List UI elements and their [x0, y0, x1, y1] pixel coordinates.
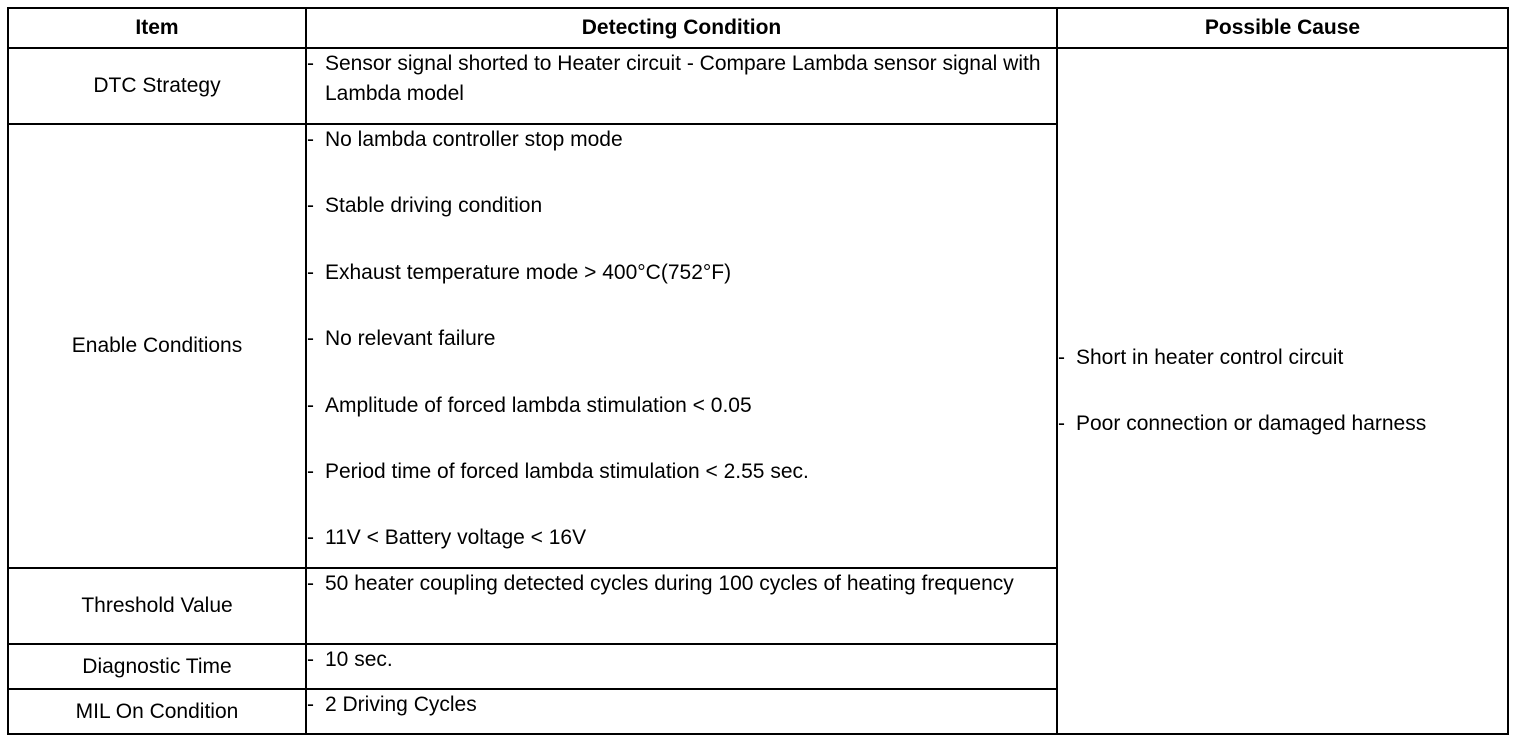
condition-entry	[307, 523, 1056, 557]
condition-entry	[307, 49, 1056, 109]
header-row	[8, 8, 1508, 48]
condition-threshold-value	[306, 568, 1057, 644]
bullet-dash: -	[1058, 412, 1065, 435]
possible-cause-cell	[1057, 48, 1508, 734]
condition-mil-on-condition	[306, 689, 1057, 734]
condition-text: Period time of forced lambda stimulation < 2.55 sec.	[325, 459, 809, 483]
cause-text: Poor connection or damaged harness	[1076, 412, 1427, 435]
bullet-dash: -	[307, 52, 314, 75]
condition-text: Amplitude of forced lambda stimulation < 0.05	[325, 393, 752, 417]
item-diagnostic-time: Diagnostic Time	[8, 644, 306, 689]
condition-text: 2 Driving Cycles	[325, 693, 477, 716]
dtc-table	[7, 7, 1509, 735]
condition-dtc-strategy	[306, 48, 1057, 124]
bullet-dash: -	[307, 260, 314, 284]
condition-text: Exhaust temperature mode > 400°C(752°F)	[325, 260, 732, 284]
condition-text: No lambda controller stop mode	[325, 128, 623, 151]
condition-entry	[307, 391, 1056, 457]
bullet-dash: -	[307, 194, 314, 218]
row-dtc-strategy	[8, 48, 1508, 124]
item-threshold-value: Threshold Value	[8, 568, 306, 644]
condition-entry	[307, 690, 1056, 720]
item-enable-conditions: Enable Conditions	[8, 124, 306, 568]
condition-text: 50 heater coupling detected cycles during 100 cycles of heating frequency	[325, 572, 1014, 595]
condition-entry	[307, 645, 1056, 675]
condition-entry	[307, 258, 1056, 324]
condition-entry	[307, 191, 1056, 257]
cause-text: Short in heater control circuit	[1076, 346, 1344, 369]
item-dtc-strategy: DTC Strategy	[8, 48, 306, 124]
header-possible-cause: Possible Cause	[1057, 8, 1508, 48]
bullet-dash: -	[307, 648, 314, 671]
bullet-dash: -	[307, 459, 314, 483]
condition-text: No relevant failure	[325, 327, 496, 351]
bullet-dash: -	[307, 526, 314, 550]
condition-entry	[307, 569, 1056, 599]
condition-entry	[307, 457, 1056, 523]
condition-diagnostic-time	[306, 644, 1057, 689]
condition-text: 11V < Battery voltage < 16V	[325, 526, 587, 550]
bullet-dash: -	[307, 693, 314, 716]
bullet-dash: -	[307, 128, 314, 151]
condition-entry	[307, 324, 1056, 390]
condition-text: 10 sec.	[325, 648, 393, 671]
condition-entry	[307, 125, 1056, 191]
condition-enable-conditions	[306, 124, 1057, 568]
bullet-dash: -	[307, 393, 314, 417]
header-detecting-condition: Detecting Condition	[306, 8, 1057, 48]
cause-entry	[1058, 343, 1507, 373]
cause-entry	[1058, 409, 1507, 439]
bullet-dash: -	[1058, 346, 1065, 369]
bullet-dash: -	[307, 572, 314, 595]
condition-text: Sensor signal shorted to Heater circuit - Compare Lambda sensor signal with Lambda model	[325, 52, 1041, 105]
condition-text: Stable driving condition	[325, 194, 543, 218]
item-mil-on-condition: MIL On Condition	[8, 689, 306, 734]
header-item: Item	[8, 8, 306, 48]
bullet-dash: -	[307, 327, 314, 351]
